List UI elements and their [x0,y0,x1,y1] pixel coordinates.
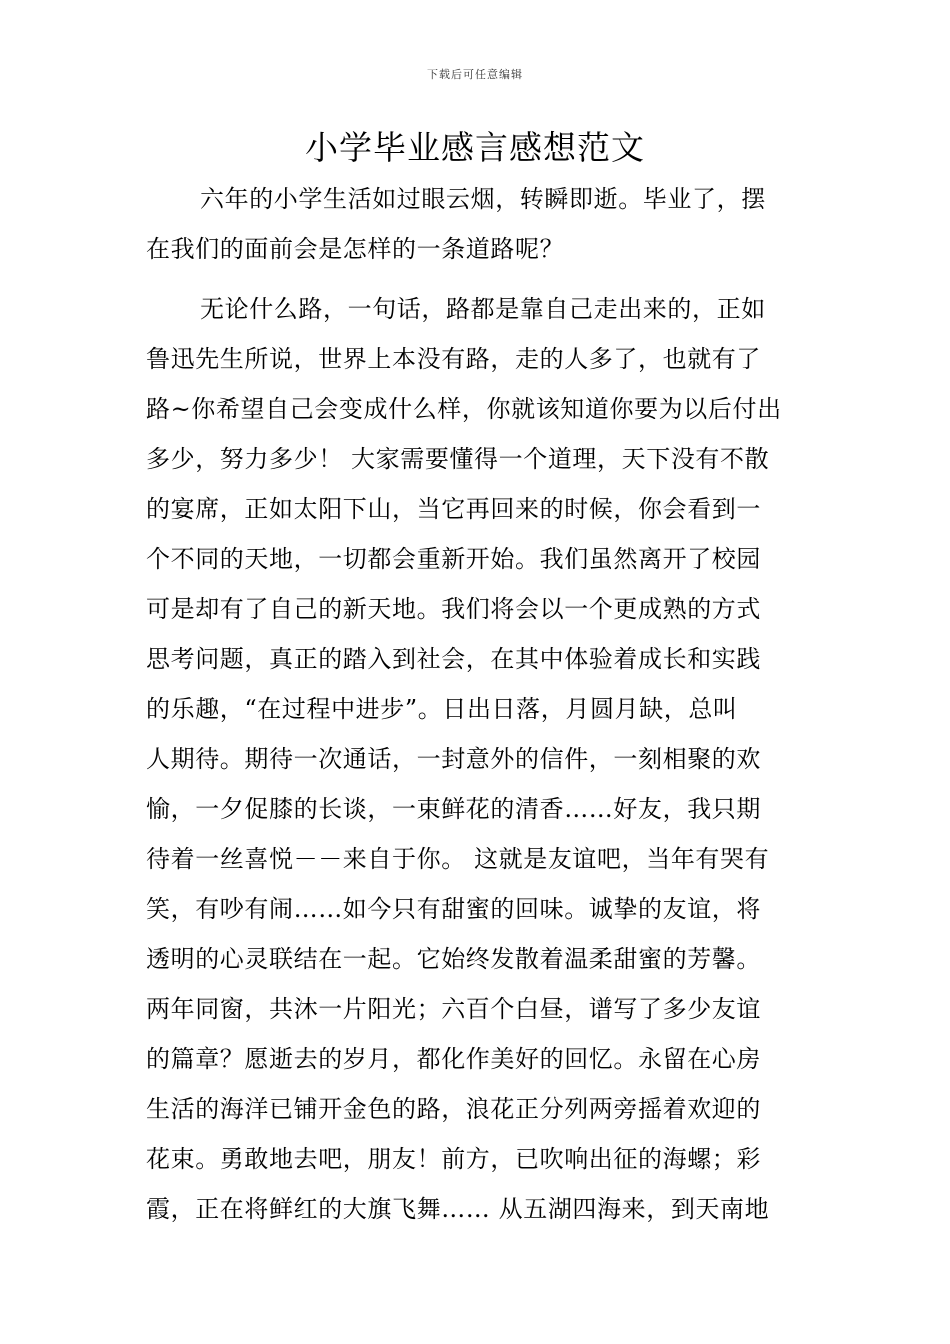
text-line: 笑，有吵有闹……如今只有甜蜜的回味。诚挚的友谊，将 [146,895,761,923]
text-line: 的乐趣，“在过程中进步”。日出日落，月圆月缺，总叫 [146,695,738,723]
text-line: 人期待。期待一次通话，一封意外的信件，一刻相聚的欢 [146,745,761,773]
text-line: 在我们的面前会是怎样的一条道路呢？ [146,235,565,263]
text-line: 无论什么路，一句话，路都是靠自己走出来的，正如 [200,295,766,323]
text-line: 思考问题，真正的踏入到社会，在其中体验着成长和实践 [146,645,761,673]
document-body [146,174,810,1234]
text-line: 多少，努力多少！ 大家需要懂得一个道理，天下没有不散 [146,445,770,473]
text-line: 生活的海洋已铺开金色的路，浪花正分列两旁摇着欢迎的 [146,1095,761,1123]
text-line: 六年的小学生活如过眼云烟，转瞬即逝。毕业了，摆 [200,185,766,213]
document-title: 小学毕业感言感想范文 [305,128,645,167]
text-line: 鲁迅先生所说，世界上本没有路，走的人多了，也就有了 [146,345,761,373]
text-line: 路~你希望自己会变成什么样，你就该知道你要为以后付出 [146,395,782,423]
text-line: 待着一丝喜悦－－来自于你。 这就是友谊吧，当年有哭有 [146,845,770,873]
paragraph [146,284,810,1234]
text-line: 两年同窗，共沐一片阳光；六百个白昼，谱写了多少友谊 [146,995,761,1023]
text-line: 透明的心灵联结在一起。它始终发散着温柔甜蜜的芳馨。 [146,945,761,973]
header-note: 下载后可任意编辑 [427,68,523,81]
text-line: 的篇章？愿逝去的岁月，都化作美好的回忆。永留在心房 [146,1045,761,1073]
text-line: 愉，一夕促膝的长谈，一束鲜花的清香……好友，我只期 [146,795,761,823]
text-line: 霞，正在将鲜红的大旗飞舞…… 从五湖四海来，到天南地 [146,1195,770,1223]
text-line: 的宴席，正如太阳下山，当它再回来的时候，你会看到一 [146,495,761,523]
paragraph-gap [146,274,810,284]
text-line: 个不同的天地，一切都会重新开始。我们虽然离开了校园 [146,545,761,573]
paragraph [146,174,810,274]
text-line: 花束。勇敢地去吧，朋友！前方，已吹响出征的海螺；彩 [146,1145,761,1173]
text-line: 可是却有了自己的新天地。我们将会以一个更成熟的方式 [146,595,761,623]
